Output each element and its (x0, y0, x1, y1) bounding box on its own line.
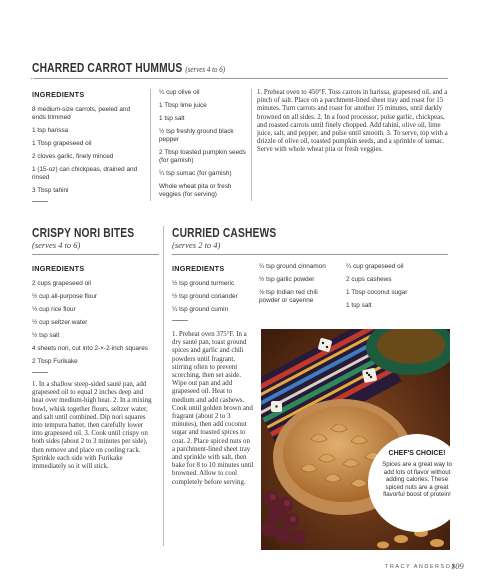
nori-ingredients-list (32, 280, 152, 366)
ingredient-item: ⅛ tsp Indian red chili powder or cayenne (259, 289, 318, 304)
ingredient-item: ½ cup seltzer water (32, 319, 88, 326)
hummus-ingredients-heading: INGREDIENTS (32, 90, 85, 99)
cashews-ingredients-list-3 (346, 263, 446, 315)
ingredient-item: 1 tsp harissa (32, 127, 69, 134)
hummus-title (32, 61, 225, 75)
nori-divider (32, 254, 159, 255)
section-end-rule (32, 372, 48, 373)
ingredient-item: 1 tsp salt (159, 115, 185, 122)
nori-ingredients-heading: INGREDIENTS (32, 264, 85, 273)
ingredient-item: ½ cup all-purpose flour (32, 293, 98, 300)
cashews-title: CURRIED CASHEWS (172, 226, 277, 240)
ingredient-item: 2 Tbsp Furikake (32, 358, 78, 365)
hummus-column-divider-2 (251, 89, 252, 201)
ingredient-item: ¼ tsp ground cinnamon (259, 263, 326, 270)
nori-column-divider (163, 226, 164, 546)
ingredient-item: ½ tsp ground turmeric (172, 280, 235, 287)
cashews-divider (172, 254, 448, 255)
ingredient-item: ¼ tsp sumac (for garnish) (159, 170, 232, 177)
ingredient-item: ¼ cup olive oil (159, 89, 200, 96)
section-end-rule (32, 201, 48, 202)
left-arrow-icon: ← (29, 73, 37, 82)
hummus-column-divider (150, 89, 151, 201)
ingredient-item: 1 tsp salt (346, 302, 372, 309)
nori-directions: 1. In a shallow steep-sided sauté pan, add grapeseed oil to equal 2 inches deep and heat over medium-high heat. 2. In a mixing bowl, whisk together flours, seltzer water, and salt until combined. Dip nori squares into tempura batter, then carefully lower into grapeseed oil. 3. Cook until crispy on both sides (about 2 to 3 minutes per side), then remove and place on cooling rack. Sprinkle each side with Furikake immediately so it will stick. (32, 381, 152, 471)
ingredient-item: ½ tsp garlic powder (259, 276, 315, 283)
ingredient-item: 1 Tbsp coconut sugar (346, 289, 408, 296)
ingredient-item: Whole wheat pita or fresh veggies (for serving) (159, 183, 232, 198)
nori-servings: (serves 4 to 6) (32, 240, 81, 250)
ingredient-item: 4 sheets nori, cut into 2-×-2-inch squares (32, 345, 148, 352)
ingredient-item: 1 Tbsp grapeseed oil (32, 140, 92, 147)
ingredient-item: 2 cloves garlic, finely minced (32, 153, 114, 160)
ingredient-item: 1 Tbsp lime juice (159, 102, 207, 109)
ingredient-item: 2 Tbsp toasted pumpkin seeds (for garnish) (159, 149, 246, 164)
ingredient-item: ¼ cup grapeseed oil (346, 263, 404, 270)
hummus-divider (34, 78, 448, 79)
cashews-ingredients-col1 (172, 264, 254, 329)
ingredient-item: ¼ tsp ground cumin (172, 306, 229, 313)
hummus-title-text: CHARRED CARROT HUMMUS (32, 61, 183, 75)
cashews-ingredients-heading: INGREDIENTS (172, 264, 225, 273)
hummus-ingredients-list-1 (32, 106, 144, 195)
ingredient-item: 2 cups grapeseed oil (32, 280, 91, 287)
ingredient-item: 1 (15-oz) can chickpeas, drained and rinsed (32, 166, 138, 181)
ingredient-item: ½ tsp ground coriander (172, 293, 238, 300)
ingredient-item: 8 medium-size carrots, peeled and ends trimmed (32, 106, 131, 121)
ingredient-item: ½ cup rice flour (32, 306, 76, 313)
page-number: 109 (451, 561, 464, 571)
section-end-rule (172, 320, 188, 321)
chefs-choice-callout (368, 434, 466, 532)
hummus-servings: (serves 4 to 6) (185, 64, 226, 74)
ingredient-item: ½ tsp freshly ground black pepper (159, 128, 234, 143)
nori-ingredients (32, 264, 152, 471)
footer-author: TRACY ANDERSON (385, 564, 457, 570)
cashews-ingredients-list-2 (259, 263, 339, 310)
hummus-ingredients-col1 (32, 90, 144, 210)
cashews-directions: 1. Preheat oven 375°F. In a dry sauté pan, toast ground spices and garlic and chili powders until fragrant, stirring often to prevent scorching, then set aside. Wipe out pan and add grapeseed oil. Heat to medium and add cashews. Cook until golden brown and fragrant (about 2 to 3 minutes), then add coconut sugar and toasted spices to coat. 2. Place spiced nuts on a parchment-lined sheet tray and sprinkle with salt, then bake for 8 to 10 minutes until browned. Allow to cool completely before serving. (172, 331, 254, 486)
cashews-ingredients-list-1 (172, 280, 254, 314)
callout-title: CHEF'S CHOICE! (388, 450, 446, 457)
hummus-directions: 1. Preheat oven to 450°F. Toss carrots in harissa, grapeseed oil, and a pinch of salt. Place on a parchment-lined sheet tray and roast for 15 minutes. Turn carrots and roast for another 15 minutes, until darkly browned on all sides. 2. In a food processor, pulse garlic, chickpeas, and roasted carrots until finely chopped. Add tahini, olive oil, lime juice, salt, and pepper, and pulse until smooth. 3. To serve, top with a drizzle of olive oil, toasted pumpkin seeds, and a sprinkle of sumac. Serve with whole wheat pita or fresh veggies. (257, 89, 448, 154)
cashews-servings: (serves 2 to 4) (172, 240, 221, 250)
nori-title: CRISPY NORI BITES (32, 226, 135, 240)
ingredient-item: 3 Tbsp tahini (32, 187, 69, 194)
ingredient-item: ½ tsp salt (32, 332, 60, 339)
ingredient-item: 2 cups cashews (346, 276, 392, 283)
hummus-ingredients-list-2 (159, 89, 246, 204)
callout-body: Spices are a great way to add lots of flavor without adding calories. These spiced nuts are a great flavorful boost of protein! (382, 461, 452, 499)
